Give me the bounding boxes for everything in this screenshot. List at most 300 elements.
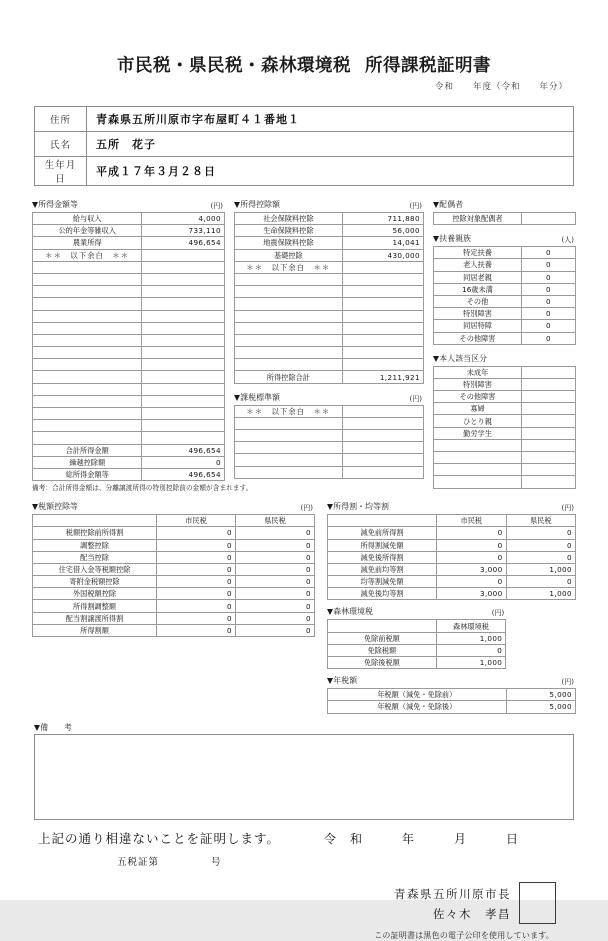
table-row [434, 415, 576, 427]
table-row [328, 689, 576, 701]
row-value [522, 427, 576, 439]
table-row [33, 576, 315, 588]
empty-cell [434, 452, 522, 464]
empty-cell [342, 273, 423, 285]
table-row-empty [235, 359, 424, 371]
empty-cell [142, 420, 225, 432]
deduction-table [234, 212, 424, 384]
table-row [33, 249, 225, 261]
income-table [32, 212, 225, 481]
taxcredit-table [32, 514, 315, 637]
lower-columns [32, 501, 576, 713]
row-value-pref: 0 [506, 527, 575, 539]
deduction-section-title: ▼所得控除額 [234, 200, 281, 209]
empty-cell [342, 466, 423, 478]
table-row-empty [235, 310, 424, 322]
table-row-empty [33, 298, 225, 310]
row-label: 年税額（減免・免除前） [328, 689, 507, 701]
empty-cell [342, 430, 423, 442]
address-value: 青森県五所川原市字布屋町４１番地１ [87, 107, 574, 132]
remarks-box [34, 734, 574, 820]
row-value [142, 249, 225, 261]
row-label: 総所得金額等 [33, 468, 142, 480]
row-label: 寄附金税額控除 [33, 576, 157, 588]
upper-columns [32, 199, 576, 492]
certification-text: 上記の通り相違ないことを証明します。 [38, 830, 281, 846]
row-value-pref: 0 [236, 527, 315, 539]
foresttax-col-header: 森林環境税 [436, 620, 506, 632]
empty-cell [33, 408, 142, 420]
levy-section [327, 501, 576, 713]
taxbase-section-title: ▼課税標準額 [234, 392, 281, 402]
row-value-city: 0 [157, 539, 236, 551]
empty-cell [33, 371, 142, 383]
empty-cell [235, 417, 343, 429]
row-label: 地震保険料控除 [235, 237, 343, 249]
spouse-table [433, 212, 576, 225]
empty-cell [33, 420, 142, 432]
row-value: 496,654 [142, 444, 225, 456]
empty-cell [235, 347, 343, 359]
foresttax-corner-cell [328, 620, 437, 632]
row-value [342, 261, 423, 273]
row-label: 同居特障 [434, 320, 522, 332]
row-label: 所得控除合計 [235, 371, 343, 383]
household-section [433, 199, 576, 492]
table-row-empty [235, 430, 424, 442]
row-label: 社会保険料控除 [235, 213, 343, 225]
table-row-empty [235, 347, 424, 359]
row-value: 1,211,921 [342, 371, 423, 383]
issuer-names [394, 882, 519, 924]
empty-cell [342, 334, 423, 346]
percapita-section-title: ▼所得割・均等割 [327, 502, 390, 512]
empty-cell [342, 359, 423, 371]
table-row [434, 320, 576, 332]
empty-cell [434, 476, 522, 488]
empty-cell [342, 310, 423, 322]
table-row-empty [33, 322, 225, 334]
table-row [434, 427, 576, 439]
row-label: 調整控除 [33, 539, 157, 551]
certification-line [38, 829, 574, 847]
selfstatus-section-title: ▼本人該当区分 [433, 353, 488, 363]
table-row [235, 261, 424, 273]
page-title [22, 52, 586, 77]
issuer-org: 青森県五所川原市長 [394, 886, 511, 901]
table-row [33, 551, 315, 563]
row-value-pref: 0 [236, 612, 315, 624]
official-seal-box [519, 882, 556, 924]
empty-cell [33, 273, 142, 285]
percapita-corner-cell [328, 515, 437, 527]
row-value-pref: 0 [236, 576, 315, 588]
row-label: 特別障害 [434, 378, 522, 390]
seal-note: この証明書は黒色の電子公印を使用しています。 [374, 930, 554, 940]
table-row-empty [434, 476, 576, 488]
table-row [328, 527, 576, 539]
empty-cell [235, 322, 343, 334]
percapita-table [327, 514, 576, 600]
percapita-col-pref: 県民税 [506, 515, 575, 527]
table-row-empty [235, 286, 424, 298]
table-row-empty [33, 408, 225, 420]
row-value: 0 [522, 283, 576, 295]
person-info-table [34, 106, 574, 186]
empty-cell [142, 298, 225, 310]
row-value: 5,000 [506, 689, 575, 701]
table-row [35, 107, 574, 132]
row-label: 減免前均等割 [328, 563, 437, 575]
row-label: ひとり親 [434, 415, 522, 427]
issue-date-line: 令 和 年 月 日 [324, 831, 520, 846]
row-label: 均等割減免額 [328, 576, 437, 588]
taxbase-table-body [235, 405, 424, 478]
row-value-city: 0 [157, 563, 236, 575]
empty-cell [33, 310, 142, 322]
row-value: 733,110 [142, 225, 225, 237]
empty-cell [342, 298, 423, 310]
table-row [434, 378, 576, 390]
deduction-section [234, 199, 424, 492]
row-value-city: 0 [157, 527, 236, 539]
deduction-table-body [235, 213, 424, 384]
table-row-empty [33, 334, 225, 346]
row-value-city: 0 [437, 539, 506, 551]
table-row [33, 468, 225, 480]
table-row-empty [235, 454, 424, 466]
empty-cell [522, 464, 576, 476]
table-row-empty [33, 310, 225, 322]
title-doc-type: 所得課税証明書 [365, 56, 491, 76]
row-label: 農業所得 [33, 237, 142, 249]
row-value: 430,000 [342, 249, 423, 261]
dependents-table [433, 246, 576, 345]
table-row-empty [33, 286, 225, 298]
foresttax-table-body [328, 632, 506, 669]
row-value: 0 [522, 247, 576, 259]
row-label: 所得割減免額 [328, 539, 437, 551]
row-label: 免除前税額 [328, 632, 437, 644]
table-row [328, 551, 576, 563]
row-value: 14,041 [342, 237, 423, 249]
remarks-title: ▼備 考 [34, 722, 73, 732]
row-value-pref: 0 [236, 551, 315, 563]
name-label: 氏名 [35, 132, 87, 157]
foresttax-unit: (円) [491, 609, 505, 618]
certificate-number-label: 五税証第 [117, 856, 160, 868]
document-header [22, 30, 586, 92]
row-label: 税額控除前所得割 [33, 527, 157, 539]
row-value-pref: 0 [236, 539, 315, 551]
row-value: 496,654 [142, 237, 225, 249]
table-row [434, 259, 576, 271]
table-row [434, 295, 576, 307]
table-row [235, 249, 424, 261]
table-row-empty [235, 466, 424, 478]
empty-cell [142, 347, 225, 359]
taxbase-section [234, 392, 424, 404]
table-row [33, 225, 225, 237]
row-label: 外国税額控除 [33, 588, 157, 600]
row-value-city: 0 [157, 576, 236, 588]
empty-cell [235, 310, 343, 322]
row-label: 未成年 [434, 366, 522, 378]
row-label: 16歳未満 [434, 283, 522, 295]
table-row [328, 539, 576, 551]
row-value-pref: 0 [236, 588, 315, 600]
table-row-empty [33, 359, 225, 371]
row-label: 配当割譲渡所得割 [33, 612, 157, 624]
table-row [328, 632, 506, 644]
table-row [33, 612, 315, 624]
empty-cell [235, 273, 343, 285]
table-header-row [33, 515, 315, 527]
row-label: 減免後所得割 [328, 551, 437, 563]
empty-cell [342, 286, 423, 298]
taxbase-unit: (円) [409, 394, 422, 403]
certificate-number-line [117, 854, 586, 868]
table-row [35, 157, 574, 186]
row-value-pref: 0 [506, 551, 575, 563]
empty-cell [235, 334, 343, 346]
row-value: 1,000 [436, 632, 506, 644]
empty-cell [33, 322, 142, 334]
table-row-empty [33, 395, 225, 407]
row-value-pref: 0 [236, 624, 315, 636]
taxcredit-section-title: ▼税額控除等 [32, 502, 79, 512]
empty-cell [142, 359, 225, 371]
row-value-city: 0 [157, 612, 236, 624]
table-row [434, 366, 576, 378]
table-row-empty [33, 371, 225, 383]
row-value-city: 0 [157, 588, 236, 600]
table-row [235, 225, 424, 237]
row-label: 控除対象配偶者 [434, 213, 522, 225]
percapita-col-city: 市民税 [437, 515, 506, 527]
name-value: 五所 花子 [87, 132, 574, 157]
row-value: 0 [522, 332, 576, 344]
annualtax-unit: (円) [561, 678, 574, 687]
table-row [33, 539, 315, 551]
title-tax-names: 市民税・県民税・森林環境税 [117, 56, 351, 76]
table-row [434, 283, 576, 295]
row-value-city: 0 [437, 551, 506, 563]
row-label: その他障害 [434, 391, 522, 403]
row-value-pref: 1,000 [506, 563, 575, 575]
table-row [35, 132, 574, 157]
table-row-empty [434, 452, 576, 464]
row-label: 合計所得金額 [33, 444, 142, 456]
row-value-pref: 0 [236, 600, 315, 612]
empty-cell [235, 466, 343, 478]
empty-cell [142, 432, 225, 444]
taxcredit-col-city: 市民税 [157, 515, 236, 527]
row-value: 5,000 [506, 701, 575, 713]
row-value-city: 0 [157, 551, 236, 563]
taxcredit-section [32, 501, 315, 713]
selfstatus-table [433, 366, 576, 489]
empty-cell [33, 261, 142, 273]
row-value: 711,880 [342, 213, 423, 225]
table-row [33, 444, 225, 456]
empty-cell [235, 298, 343, 310]
empty-cell [235, 430, 343, 442]
table-row-empty [235, 273, 424, 285]
foresttax-section-title: ▼森林環境税 [327, 607, 374, 617]
row-value-city: 0 [157, 624, 236, 636]
table-row [33, 456, 225, 468]
row-value-pref: 0 [506, 576, 575, 588]
table-row [434, 391, 576, 403]
empty-cell [434, 439, 522, 451]
row-label: 繰越控除額 [33, 456, 142, 468]
empty-cell [235, 359, 343, 371]
empty-cell [142, 383, 225, 395]
table-row-empty [235, 334, 424, 346]
row-label: 年税額（減免・免除後） [328, 701, 507, 713]
row-value [522, 415, 576, 427]
taxcredit-unit: (円) [300, 504, 313, 513]
empty-cell [342, 442, 423, 454]
row-label: 所得割調整額 [33, 600, 157, 612]
spouse-section-title: ▼配偶者 [433, 200, 464, 209]
table-row-empty [235, 298, 424, 310]
table-row [33, 237, 225, 249]
table-row [328, 563, 576, 575]
income-table-body [33, 213, 225, 481]
dependents-table-body [434, 247, 576, 345]
table-row-empty [33, 383, 225, 395]
percapita-table-body [328, 527, 576, 600]
row-value: 0 [522, 308, 576, 320]
issuer-signature-block [22, 882, 556, 924]
percapita-unit: (円) [561, 504, 574, 513]
empty-cell [142, 286, 225, 298]
annualtax-table-body [328, 689, 576, 713]
table-row-empty [33, 273, 225, 285]
table-row [33, 588, 315, 600]
table-row [434, 213, 576, 225]
address-label: 住所 [35, 107, 87, 132]
row-label: 配当控除 [33, 551, 157, 563]
empty-cell [342, 454, 423, 466]
table-row-empty [33, 432, 225, 444]
birthdate-label: 生年月日 [35, 157, 87, 186]
table-row [33, 624, 315, 636]
row-value [522, 366, 576, 378]
table-row [33, 563, 315, 575]
empty-cell [235, 442, 343, 454]
spouse-table-body [434, 213, 576, 225]
income-unit: (円) [210, 202, 223, 210]
birthdate-value: 平成１７年３月２８日 [87, 157, 574, 186]
empty-cell [142, 261, 225, 273]
empty-cell [33, 298, 142, 310]
row-label: 勤労学生 [434, 427, 522, 439]
table-row [328, 576, 576, 588]
row-value [522, 391, 576, 403]
income-note: 備考：合計所得金額は、分離譲渡所得の特別控除前の金額が含まれます。 [32, 484, 253, 493]
table-row [235, 237, 424, 249]
empty-cell [142, 395, 225, 407]
row-label: 特定扶養 [434, 247, 522, 259]
empty-cell [142, 334, 225, 346]
empty-cell [33, 395, 142, 407]
table-row [328, 644, 506, 656]
row-label: 老人扶養 [434, 259, 522, 271]
empty-cell [142, 371, 225, 383]
empty-cell [522, 452, 576, 464]
row-label: 減免前所得割 [328, 527, 437, 539]
table-header-row [328, 620, 506, 632]
deduction-unit: (円) [409, 202, 422, 210]
empty-cell [342, 322, 423, 334]
row-value: 4,000 [142, 213, 225, 225]
taxbase-table [234, 405, 424, 479]
empty-cell [342, 417, 423, 429]
table-row [328, 701, 576, 713]
empty-cell [522, 439, 576, 451]
row-label: ＊＊ 以下余白 ＊＊ [235, 405, 343, 417]
empty-cell [342, 347, 423, 359]
row-value-city: 0 [437, 527, 506, 539]
empty-cell [142, 273, 225, 285]
table-row-empty [434, 439, 576, 451]
empty-cell [33, 383, 142, 395]
table-row-empty [235, 322, 424, 334]
table-row [235, 405, 424, 417]
empty-cell [33, 286, 142, 298]
foresttax-table [327, 619, 506, 669]
row-value: 0 [142, 456, 225, 468]
row-value-city: 0 [157, 600, 236, 612]
empty-cell [33, 432, 142, 444]
table-row [434, 247, 576, 259]
taxcredit-col-pref: 県民税 [236, 515, 315, 527]
table-row [33, 600, 315, 612]
table-row-empty [235, 417, 424, 429]
table-row [235, 213, 424, 225]
row-label: 寡婦 [434, 403, 522, 415]
table-row [434, 403, 576, 415]
certificate-number-suffix: 号 [211, 856, 222, 868]
table-row [33, 213, 225, 225]
empty-cell [142, 322, 225, 334]
row-label: 給与収入 [33, 213, 142, 225]
row-label: 住宅借入金等税額控除 [33, 563, 157, 575]
empty-cell [33, 347, 142, 359]
row-label: 減免後均等割 [328, 588, 437, 600]
row-label: 生命保険料控除 [235, 225, 343, 237]
table-row [328, 657, 506, 669]
row-label: 免除税額 [328, 644, 437, 656]
row-label: 特別障害 [434, 308, 522, 320]
income-section [32, 199, 253, 493]
row-label: 基礎控除 [235, 249, 343, 261]
row-value: 496,654 [142, 468, 225, 480]
row-value-city: 3,000 [437, 588, 506, 600]
dependents-unit: (人) [561, 236, 574, 245]
row-label: 所得割額 [33, 624, 157, 636]
row-value-pref: 1,000 [506, 588, 575, 600]
empty-cell [33, 359, 142, 371]
empty-cell [235, 286, 343, 298]
dependents-section-title: ▼扶養親族 [433, 234, 472, 244]
row-label: その他 [434, 295, 522, 307]
row-label: ＊＊ 以下余白 ＊＊ [33, 249, 142, 261]
table-row [434, 332, 576, 344]
